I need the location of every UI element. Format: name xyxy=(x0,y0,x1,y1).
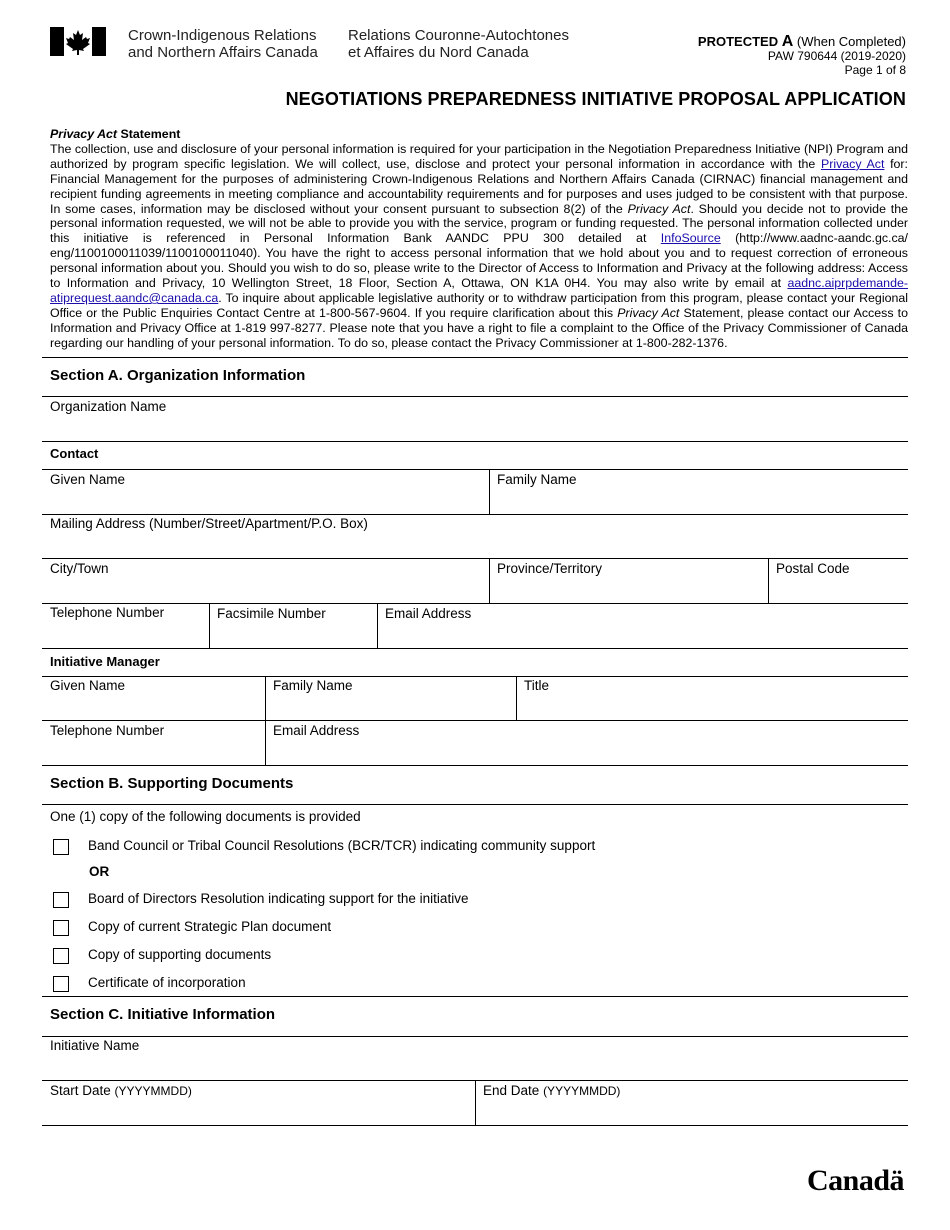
email-field[interactable]: Email Address xyxy=(385,606,472,621)
contact-family-name-field[interactable]: Family Name xyxy=(497,472,577,487)
divider xyxy=(377,603,378,648)
privacy-act-link[interactable]: Privacy Act xyxy=(820,156,885,171)
postal-code-field[interactable]: Postal Code xyxy=(776,561,850,576)
divider xyxy=(42,1036,908,1037)
strategic-plan-label: Copy of current Strategic Plan document xyxy=(88,919,332,934)
divider xyxy=(489,558,490,603)
section-b-title: Section B. Supporting Documents xyxy=(50,775,294,792)
or-label: OR xyxy=(89,864,110,879)
privacy-body: The collection, use and disclosure of your personal information is required for your participation in the Negotiation Preparedness Initiative (NPI) Program and authorized by program specific legislation. We will collect, use, disclose and protect your personal information in accordance with the Privacy Act for: Financial Management for the purposes of administering Crown-Indigenous Relations and Northern Affairs Canada (CIRNAC) financial management and recipient funding agreements in meeting compliance and accountability requirements and for purposes and uses judged to be consistent with that purpose. In some cases, information may be disclosed without your consent pursuant to subsection 8(2) of the Privacy Act. Should you decide not to provide the personal information requested, we will not be able to provide you with the service, program or funding requested. The personal information collected under this initiative is referenced in Personal Information Bank AANDC PPU 300 detailed at InfoSource (http://www.aadnc-aandc.gc.ca/ eng/1100100011039/1100100011040). You have the right to access personal information that we hold about you and to request correction of erroneous personal information about you. Should you wish to do so, please write to the Director of Access to Information and Privacy at the following address: Access to Information and Privacy, 10 Wellington Street, 18 Floor, Section A, Ottawa, ON K1A 0H4. You may also write by email at aadnc.aiprpdemande-atiprequest.aandc@canada.ca. To inquire about applicable legislative authority or to withdraw participation from this program, please contact your Regional Office or the Public Enquiries Contact Centre at 1-800-567-9604. If you require clarification about this Privacy Act Statement, please contact our Access to Information and Privacy Office at 1-819 997-8277. Please note that you have a right to file a complaint to the Office of the Privacy Commissioner of Canada regarding our handling of your personal information. To do so, please contact the Privacy Commissioner at 1-800-282-1376. xyxy=(50,141,909,350)
divider xyxy=(42,469,908,470)
divider xyxy=(42,804,908,805)
divider xyxy=(475,1080,476,1125)
page-number: Page 1 of 8 xyxy=(844,63,906,77)
telephone-field[interactable]: Telephone Number xyxy=(50,605,165,620)
bcr-tcr-label: Band Council or Tribal Council Resolutions (BCR/TCR) indicating community support xyxy=(88,838,596,853)
department-name-french: Relations Couronne-Autochtones et Affaires du Nord Canada xyxy=(348,27,569,61)
supporting-documents-checkbox[interactable] xyxy=(53,948,69,964)
contact-heading: Contact xyxy=(50,446,99,461)
manager-email-field[interactable]: Email Address xyxy=(273,723,360,738)
manager-family-name-field[interactable]: Family Name xyxy=(273,678,353,693)
manager-given-name-field[interactable]: Given Name xyxy=(50,678,126,693)
canada-wordmark: Canadä xyxy=(807,1164,905,1197)
divider xyxy=(42,648,908,649)
protection-block xyxy=(698,35,906,77)
initiative-name-field[interactable]: Initiative Name xyxy=(50,1038,140,1053)
divider xyxy=(42,441,908,442)
divider xyxy=(42,558,908,559)
section-c-title: Section C. Initiative Information xyxy=(50,1006,276,1023)
divider xyxy=(42,357,908,358)
manager-telephone-field[interactable]: Telephone Number xyxy=(50,723,165,738)
strategic-plan-checkbox[interactable] xyxy=(53,920,69,936)
initiative-manager-heading: Initiative Manager xyxy=(50,654,160,669)
form-title: NEGOTIATIONS PREPAREDNESS INITIATIVE PROPOSAL APPLICATION xyxy=(285,89,906,109)
board-resolution-checkbox[interactable] xyxy=(53,892,69,908)
manager-title-field[interactable]: Title xyxy=(524,678,550,693)
divider xyxy=(516,676,517,720)
end-date-field[interactable]: End Date (YYYYMMDD) xyxy=(483,1083,621,1098)
supporting-documents-intro: One (1) copy of the following documents is provided xyxy=(50,809,361,824)
divider xyxy=(768,558,769,603)
department-name-english: Crown-Indigenous Relations and Northern Affairs Canada xyxy=(128,27,318,61)
divider xyxy=(42,396,908,397)
divider xyxy=(489,469,490,514)
atip-email-link[interactable]: aadnc.aiprpdemande-atiprequest.aandc@canada.ca xyxy=(50,276,908,305)
certificate-incorporation-checkbox[interactable] xyxy=(53,976,69,992)
organization-name-field[interactable]: Organization Name xyxy=(50,399,167,414)
divider xyxy=(42,676,908,677)
privacy-heading: Privacy Act Statement xyxy=(50,127,181,141)
privacy-statement xyxy=(50,127,908,351)
board-resolution-label: Board of Directors Resolution indicating support for the initiative xyxy=(88,891,469,906)
infosource-link[interactable]: InfoSource xyxy=(660,231,721,246)
divider xyxy=(42,765,908,766)
city-field[interactable]: City/Town xyxy=(50,561,109,576)
canada-flag-logo xyxy=(50,27,106,56)
certificate-incorporation-label: Certificate of incorporation xyxy=(88,975,246,990)
divider xyxy=(42,603,908,604)
form-number: PAW 790644 (2019-2020) xyxy=(767,49,906,63)
mailing-address-field[interactable]: Mailing Address (Number/Street/Apartment/P.O. Box) xyxy=(50,516,368,531)
province-field[interactable]: Province/Territory xyxy=(497,561,603,576)
divider xyxy=(42,1125,908,1126)
divider xyxy=(42,514,908,515)
divider xyxy=(42,720,908,721)
bcr-tcr-checkbox[interactable] xyxy=(53,839,69,855)
section-a-title: Section A. Organization Information xyxy=(50,367,306,384)
divider xyxy=(42,996,908,997)
fax-field[interactable]: Facsimile Number xyxy=(217,606,326,621)
supporting-documents-label: Copy of supporting documents xyxy=(88,947,272,962)
divider xyxy=(209,603,210,648)
contact-given-name-field[interactable]: Given Name xyxy=(50,472,126,487)
start-date-field[interactable]: Start Date (YYYYMMDD) xyxy=(50,1083,192,1098)
protected-label: PROTECTED A (When Completed) xyxy=(697,33,906,50)
